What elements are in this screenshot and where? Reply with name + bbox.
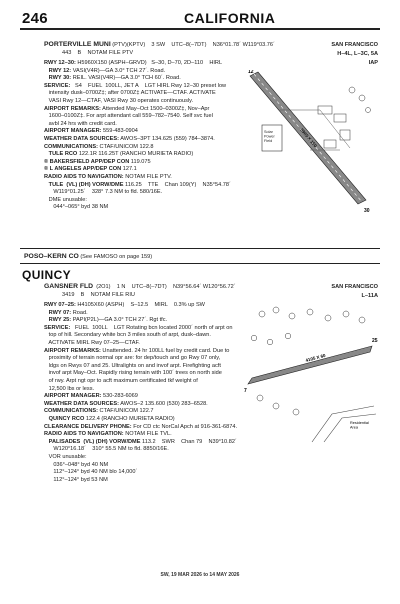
runway-end-label: 12 (248, 70, 254, 75)
info-line (44, 151, 193, 158)
info-line (44, 68, 165, 75)
info-line (44, 106, 209, 113)
info-line (44, 113, 213, 120)
info-line (44, 408, 154, 415)
poso-row (24, 253, 152, 261)
info-text: 127.1 (121, 166, 137, 173)
info-line (44, 136, 215, 143)
trees (349, 87, 371, 113)
info-label: QUINCY RCO (44, 416, 85, 422)
info-label: AIRPORT REMARKS: (44, 105, 101, 112)
info-line (44, 98, 193, 105)
section-rule (20, 248, 380, 249)
poso-reference: (See FAMOSO on page 159) (78, 254, 153, 260)
info-line (44, 439, 237, 446)
runway-dimension-label: 5960 X 150 (299, 127, 318, 149)
info-text: 116.25 TTE Chan 109(Y) N35°54.78´ (123, 181, 231, 188)
info-text: FUEL 100LL LGT Rotating bcn located 2000´ north of arpt on (70, 324, 233, 331)
info-text: VASI Rwy 12—CTAF, VASI Rwy 30 operates continuously. (44, 98, 194, 104)
info-text: PAPI(P2L)—GA 3.0° TCH 27´. Rgt tfc. (71, 317, 168, 324)
info-line (44, 182, 231, 189)
runway-07-25 (248, 346, 372, 384)
info-line (44, 197, 87, 204)
info-line (44, 386, 94, 393)
info-line (44, 469, 137, 476)
info-text: 1600–0100Z‡. For arpt attendant call 559–782–7540. Self svc fuel (44, 113, 213, 120)
info-text: H5960X150 (ASPH–GRVD) S–30, D–70, 2D–110 HIRL (75, 60, 223, 66)
info-label: ® BAKERSFIELD APP/DEP CON (44, 158, 130, 165)
info-text: VOR unusable: (44, 454, 87, 460)
info-line (44, 454, 87, 461)
info-text: proximity of terrain normal opr are: for dep/touch and go Rwy 07 only, (44, 355, 221, 362)
airport-name[interactable]: POSO–KERN CO (24, 253, 79, 260)
info-label: WEATHER DATA SOURCES: (44, 400, 119, 407)
info-text: Unattended. 24 hr 100LL fuel by credit card. Due to (100, 347, 230, 354)
info-line (44, 90, 216, 97)
info-line (44, 144, 154, 151)
chart-ref: L–11A (361, 293, 378, 299)
info-line (44, 75, 181, 82)
info-line (44, 424, 237, 431)
info-text: avbl 24 hrs with credit card. (44, 120, 117, 127)
info-line (44, 204, 108, 211)
info-line (44, 325, 232, 332)
info-line (44, 159, 151, 166)
info-line (44, 340, 140, 347)
info-text: W119°01.25´ 328° 7.3 NM to fld. 580/16E. (44, 189, 163, 196)
region-label: SAN FRANCISCO (331, 284, 378, 290)
info-line (44, 477, 108, 484)
info-label: RADIO AIDS TO NAVIGATION: (44, 174, 124, 180)
info-label: AIRPORT MANAGER: (44, 393, 102, 400)
info-label: RWY 12–30: (44, 60, 76, 66)
info-line (44, 166, 137, 173)
quincy-airport-diagram (242, 302, 382, 452)
airport-ident: (PTV)(KPTV) 3 SW UTC–8(–7DT) N36°01.78´ W119°03.76´ (110, 42, 275, 48)
info-text: top of hill. Secondary white bcn 3 miles south of arpt, dusk–dawn. (44, 332, 211, 339)
state-title: CALIFORNIA (184, 10, 276, 26)
info-text: REIL. VASI(V4R)—GA 3.0° TCH 60´. Road. (71, 75, 181, 82)
chart-ref: H–4L, L–3C, 5A (337, 51, 378, 57)
info-label: RADIO AIDS TO NAVIGATION: (44, 431, 124, 438)
info-label: WEATHER DATA SOURCES: (44, 136, 119, 142)
info-label: ® L ANGELES APP/DEP CON (44, 166, 122, 173)
info-label: SERVICE: (44, 324, 71, 331)
info-text: AWOS–3PT 134.625 (559) 784–3874. (119, 136, 215, 142)
info-line (44, 378, 198, 385)
info-text: 112°–124° byd 40 NM blo 14,000´ (44, 469, 138, 476)
info-text: NOTAM FILE PTV. (123, 174, 172, 180)
info-line (44, 370, 222, 377)
info-text: Attended May–Oct 1500–0300Z‡, Nov–Apr (100, 105, 210, 112)
info-text: intensity dusk–0700Z‡; after 0700Z‡ ACTIVATE—CTAF. ACTIVATE (44, 90, 216, 97)
info-text: CTAF/UNICOM 122.7 (97, 408, 154, 415)
info-text: Road. (71, 309, 88, 316)
porterville-airport-diagram (240, 70, 380, 230)
runway-end-label: 7 (244, 388, 247, 394)
info-label: AIRPORT REMARKS: (44, 347, 101, 354)
info-label: RWY 25: (44, 317, 72, 324)
info-line (44, 446, 169, 453)
info-label: TULE RCO (44, 151, 78, 158)
airport-name[interactable]: PORTERVILLE MUNI (44, 41, 111, 48)
info-text: 044°–065° byd 38 NM (44, 204, 109, 211)
info-line (44, 332, 211, 339)
info-line (44, 83, 226, 90)
info-line (44, 355, 220, 362)
info-text: 530-283-6069 (101, 393, 138, 400)
info-line (44, 174, 172, 181)
info-text: 119.075 (129, 158, 151, 165)
runway-dimension-label: 4105 X 60 (304, 352, 327, 363)
info-line (44, 310, 88, 317)
info-text: ldgs on Rwys 07 and 25. Ultralights on and invof arpt. Firefighting acft (44, 362, 221, 369)
info-text: 12,500 lbs or less. (44, 385, 95, 392)
info-text: of rwy. Arpt ngt opr to acft maximum certificated tkf weight of (44, 378, 198, 384)
info-line (44, 60, 222, 67)
info-text: 122.1R 116.25T (RANCHO MURIETA RADIO) (77, 151, 194, 158)
info-line (44, 416, 175, 423)
info-label: RWY 12: (44, 67, 72, 74)
porterville-title-row (44, 41, 275, 49)
info-text: AWOS–2 135.600 (530) 283–6528. (119, 400, 208, 407)
info-line (44, 189, 162, 196)
info-label: TULE (VL) (DH) VORW/DME (44, 181, 124, 188)
info-label: RWY 07: (44, 309, 72, 316)
info-line (44, 462, 108, 469)
header-rule (20, 28, 380, 30)
info-text: invof arpt May–Oct. Rapidly rising terrain with 100´ trees on north side (44, 370, 222, 377)
info-text: ACTIVATE MIRL Rwy 07–25—CTAF. (44, 340, 140, 346)
info-label: COMMUNICATIONS: (44, 408, 98, 415)
info-text: For CD ctc NorCal Apch at 916-361-6874. (131, 423, 238, 430)
info-label: AIRPORT MANAGER: (44, 128, 102, 135)
info-line (44, 302, 205, 309)
city-title: QUINCY (22, 268, 72, 282)
info-line (44, 128, 138, 135)
info-line (44, 121, 117, 128)
info-line (44, 317, 167, 324)
info-text: DME unusable: (44, 196, 87, 203)
residential-label: Residential Area (350, 421, 369, 430)
solar-field-label: Solar Power Field (264, 130, 275, 143)
info-label: CLEARANCE DELIVERY PHONE: (44, 423, 132, 430)
region-label: SAN FRANCISCO (331, 42, 378, 48)
info-line (44, 401, 208, 408)
info-line (44, 393, 138, 400)
info-text: W120°16.18´ 310° 55.5 NM to fld. 8850/16E. (44, 446, 169, 453)
info-label: SERVICE: (44, 82, 71, 89)
info-text: 559-483-0904 (101, 128, 138, 135)
info-line (44, 348, 229, 355)
quincy-title-row (44, 283, 236, 291)
airport-ident: (2O1) 1 N UTC–8(–7DT) N39°56.64´ W120°56.72´ (93, 284, 236, 290)
info-line (44, 363, 221, 370)
info-text: H4105X60 (ASPH) S–12.5 MIRL 0.3% up SW (75, 302, 205, 308)
runway-end-label: 30 (364, 208, 370, 214)
info-label: COMMUNICATIONS: (44, 143, 98, 150)
airport-elevation: 443 B NOTAM FILE PTV (62, 50, 134, 56)
info-text: 122.4 (RANCHO MURIETA RADIO) (84, 416, 175, 422)
info-text: CTAF/UNICOM 122.8 (97, 143, 154, 150)
info-text: 112°–124° byd 53 NM (44, 476, 108, 483)
page-footer: SW, 19 MAR 2026 to 14 MAY 2026 (160, 572, 240, 578)
page-number: 246 (22, 10, 48, 27)
airport-name[interactable]: GANSNER FLD (44, 283, 94, 290)
airport-elevation: 3419 B NOTAM FILE RIU (62, 292, 135, 298)
info-text: NOTAM FILE TVL. (123, 431, 172, 438)
info-text: 036°–048° byd 40 NM (44, 461, 109, 468)
info-text: VASI(V4R)—GA 3.0° TCH 27´. Road. (71, 67, 166, 74)
info-text: S4 FUEL 100LL, JET A LGT HIRL Rwy 12–30 preset low (70, 82, 227, 89)
info-label: RWY 07–25: (44, 302, 76, 308)
section-rule (20, 263, 380, 264)
info-line (44, 431, 172, 438)
info-label: RWY 30: (44, 75, 72, 82)
iap-label: IAP (368, 60, 378, 66)
runway-end-label: 25 (372, 338, 378, 344)
info-text: 113.2 SWR Chan 79 N39°10.82´ (140, 438, 237, 445)
info-label: PALISADES (VL) (DH) VORW/DME (44, 438, 141, 445)
